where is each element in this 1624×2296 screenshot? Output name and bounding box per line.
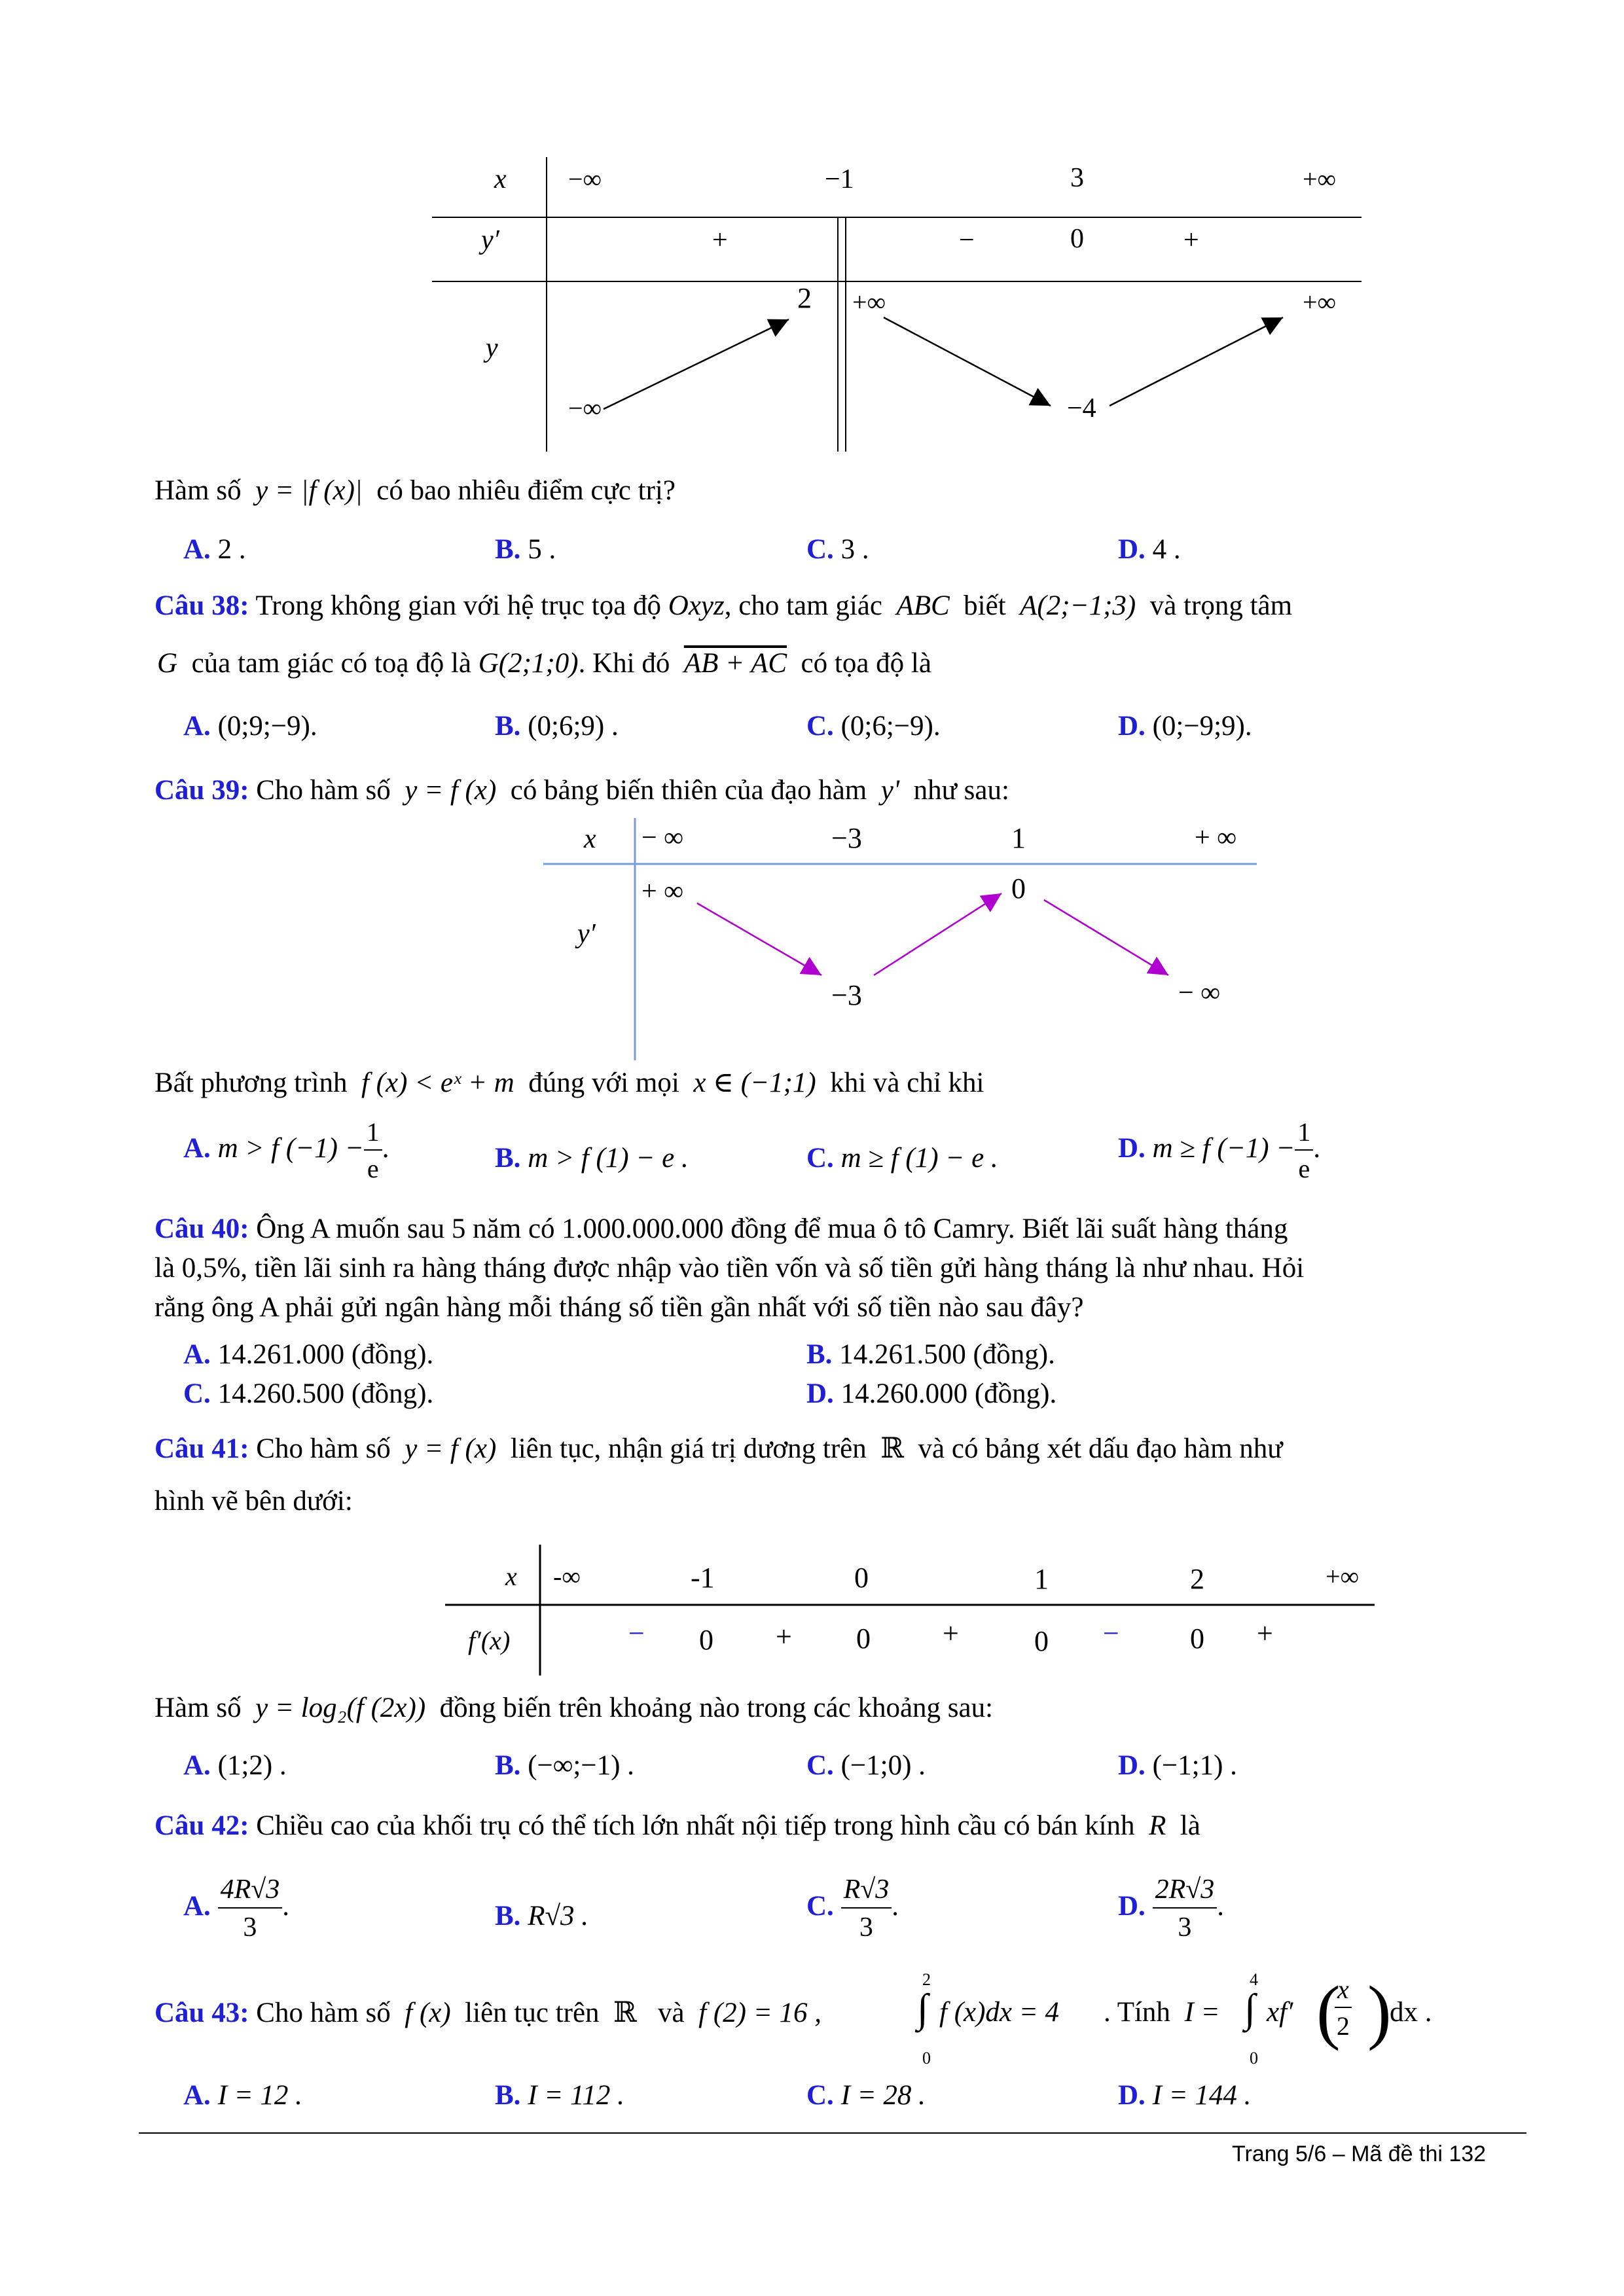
t3-sign-1: 0 <box>699 1624 713 1656</box>
t3-x-4: 2 <box>1190 1563 1204 1595</box>
t1-yp-1: − <box>959 225 975 255</box>
q39-option-d[interactable]: D. m ≥ f (−1) − $\frac{1}{e}$ . <box>1118 1117 1321 1183</box>
t3-x-label: x <box>505 1562 517 1591</box>
t2-yp-3: − ∞ <box>1178 978 1221 1008</box>
q38-option-d[interactable]: D. (0;−9;9). <box>1118 711 1252 742</box>
sign-table-3 <box>445 1545 1375 1676</box>
t3-x-5: +∞ <box>1326 1562 1360 1591</box>
t3-sign-0: − <box>628 1617 645 1649</box>
q37-option-c[interactable]: C. 3 . <box>806 534 869 565</box>
q42-option-c[interactable]: C. $\frac{R√3}{3}$ . <box>806 1874 899 1943</box>
q40-option-b[interactable]: B. 14.261.500 (đồng). <box>806 1339 1055 1370</box>
q38-option-a[interactable]: A. (0;9;−9). <box>183 711 317 742</box>
q40-line3: rằng ông A phải gửi ngân hàng mỗi tháng số tiền gần nhất với số tiền nào sau đây? <box>154 1292 1084 1323</box>
t3-x-0: -∞ <box>553 1562 581 1591</box>
t2-yp-1: −3 <box>831 979 862 1011</box>
variation-table-1 <box>432 157 1362 452</box>
q43-option-a[interactable]: A. I = 12 . <box>183 2080 302 2111</box>
q37-option-a[interactable]: A. 2 . <box>183 534 246 565</box>
t3-fp-label: f′(x) <box>468 1626 511 1655</box>
q39-option-b[interactable]: B. m > f (1) − e . <box>495 1143 689 1174</box>
t3-sign-7: 0 <box>1190 1623 1204 1655</box>
q43-option-b[interactable]: B. I = 112 . <box>495 2080 624 2111</box>
t3-sign-4: + <box>943 1617 959 1649</box>
t1-y-0: −∞ <box>568 393 602 423</box>
t3-sign-8: + <box>1257 1617 1273 1649</box>
q40-option-a[interactable]: A. 14.261.000 (đồng). <box>183 1339 434 1370</box>
q42-option-a[interactable]: A. $\frac{4R√3}{3}$ . <box>183 1874 290 1943</box>
q43-option-c[interactable]: C. I = 28 . <box>806 2080 926 2111</box>
q39-stem: Câu 39: Cho hàm số y = f (x) có bảng biến thiên của đạo hàm y' như sau: <box>154 775 1009 806</box>
q42-option-b[interactable]: B. R√3 . <box>495 1901 589 1931</box>
t2-x-3: + ∞ <box>1195 823 1237 853</box>
t1-arrow-up-2 <box>1110 317 1283 406</box>
q38-line1: Câu 38: Trong không gian với hệ trục tọa độ Oxyz, cho tam giác ABC biết A(2;−1;3) và trọng tâm <box>154 590 1293 621</box>
q40-option-d[interactable]: D. 14.260.000 (đồng). <box>806 1378 1057 1409</box>
footer-divider <box>139 2132 1526 2134</box>
t1-arrow-down <box>884 317 1051 406</box>
t1-yp-0: + <box>712 225 728 255</box>
t2-x-2: 1 <box>1011 822 1026 854</box>
t1-y-2: +∞ <box>852 287 886 317</box>
q41-option-a[interactable]: A. (1;2) . <box>183 1750 287 1781</box>
t1-y-3: −4 <box>1067 393 1096 423</box>
q39-inequality: Bất phương trình f (x) < eˣ + m đúng với mọi x ∈ (−1;1) khi và chỉ khi <box>154 1067 984 1098</box>
t1-y-1: 2 <box>797 282 812 314</box>
q40-line2: là 0,5%, tiền lãi sinh ra hàng tháng được nhập vào tiền vốn và số tiền gửi hàng tháng là như nhau. Hỏi <box>154 1253 1305 1283</box>
t1-yp-2: 0 <box>1070 224 1084 254</box>
q40-line1: Câu 40: Ông A muốn sau 5 năm có 1.000.000.000 đồng để mua ô tô Camry. Biết lãi suất hàng tháng <box>154 1213 1288 1244</box>
t1-yp-label: y′ <box>481 225 499 255</box>
t1-yp-3: + <box>1183 225 1199 255</box>
t3-sign-3: 0 <box>856 1623 871 1655</box>
t1-y-label: y <box>486 333 498 363</box>
t2-arrow-down <box>697 903 821 975</box>
t2-yp-0: + ∞ <box>641 876 684 906</box>
t2-yp-label: y′ <box>577 919 596 949</box>
t3-sign-6: − <box>1103 1617 1119 1649</box>
q41-option-c[interactable]: C. (−1;0) . <box>806 1750 926 1781</box>
q39-option-a[interactable]: A. m > f (−1) − $\frac{1}{e}$ . <box>183 1117 389 1183</box>
q37-option-b[interactable]: B. 5 . <box>495 534 556 565</box>
t2-x-1: −3 <box>831 822 862 854</box>
t2-arrow-up <box>874 893 1001 975</box>
t2-arrow-down-2 <box>1044 900 1168 975</box>
t1-x-2: 3 <box>1070 163 1084 193</box>
q43-option-d[interactable]: D. I = 144 . <box>1118 2080 1252 2111</box>
t2-yp-2: 0 <box>1011 872 1026 905</box>
q38-option-c[interactable]: C. (0;6;−9). <box>806 711 941 742</box>
t2-x-label: x <box>584 824 596 854</box>
t1-arrow-up <box>604 319 789 409</box>
q37-stem: Hàm số y = |f (x)| có bao nhiêu điểm cực trị? <box>154 475 676 506</box>
t3-sign-5: 0 <box>1034 1625 1049 1657</box>
q41-line1: Câu 41: Cho hàm số y = f (x) liên tục, nhận giá trị dương trên ℝ và có bảng xét dấu đạo hàm như <box>154 1433 1283 1464</box>
q42-stem: Câu 42: Chiều cao của khối trụ có thể tích lớn nhất nội tiếp trong hình cầu có bán kính R là <box>154 1810 1200 1841</box>
t2-x-0: − ∞ <box>641 823 684 853</box>
q40-option-c[interactable]: C. 14.260.500 (đồng). <box>183 1378 434 1409</box>
variation-table-2 <box>543 818 1257 1060</box>
vector-sum: AB + AC <box>683 648 787 679</box>
t1-x-3: +∞ <box>1303 164 1337 194</box>
q41-option-b[interactable]: B. (−∞;−1) . <box>495 1750 634 1781</box>
q41-stem: Hàm số y = log₂(f (2x)) đồng biến trên khoảng nào trong các khoảng sau: <box>154 1693 994 1723</box>
q41-option-d[interactable]: D. (−1;1) . <box>1118 1750 1237 1781</box>
t1-y-4: +∞ <box>1303 287 1337 317</box>
t1-x-0: −∞ <box>568 164 602 194</box>
q41-line2: hình vẽ bên dưới: <box>154 1486 353 1516</box>
t3-x-1: -1 <box>691 1562 715 1594</box>
t3-x-3: 1 <box>1034 1563 1049 1595</box>
q38-line2: G của tam giác có toạ độ là G(2;1;0). Khi đó AB + AC có tọa độ là <box>157 648 931 679</box>
t3-x-2: 0 <box>854 1562 869 1594</box>
q39-option-c[interactable]: C. m ≥ f (1) − e . <box>806 1143 998 1174</box>
t1-x-1: −1 <box>825 164 854 194</box>
page-footer: Trang 5/6 – Mã đề thi 132 <box>1232 2142 1487 2166</box>
q38-option-b[interactable]: B. (0;6;9) . <box>495 711 619 742</box>
q42-option-d[interactable]: D. $\frac{2R√3}{3}$ . <box>1118 1874 1225 1943</box>
t1-x-label: x <box>494 164 507 194</box>
q37-option-d[interactable]: D. 4 . <box>1118 534 1181 565</box>
t3-sign-2: + <box>776 1621 792 1653</box>
